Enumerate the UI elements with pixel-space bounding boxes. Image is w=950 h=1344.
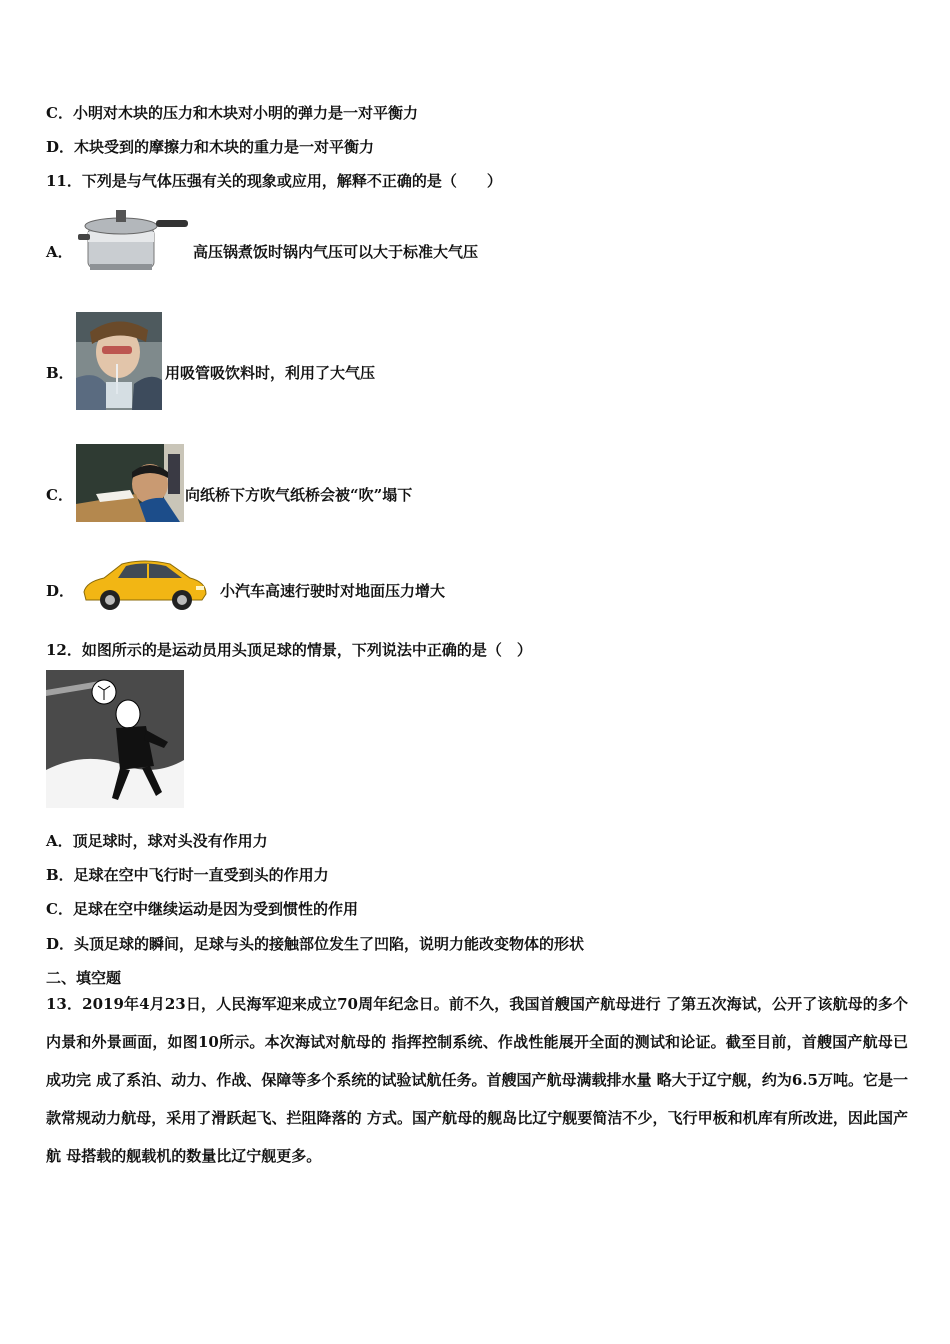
q10-option-d: D．木块受到的摩擦力和木块的重力是一对平衡力 bbox=[46, 138, 375, 156]
soccer-header-illustration bbox=[46, 670, 184, 808]
q11-option-c-text: 向纸桥下方吹气纸桥会被“吹”塌下 bbox=[185, 486, 413, 504]
q11-option-a-text: 高压锅煮饭时锅内气压可以大于标准大气压 bbox=[193, 243, 479, 261]
q12-stem: 12．如图所示的是运动员用头顶足球的情景，下列说法中正确的是（ ） bbox=[46, 641, 532, 659]
q12-option-d: D．头顶足球的瞬间，足球与头的接触部位发生了凹陷，说明力能改变物体的形状 bbox=[46, 935, 585, 953]
q12-option-b: B．足球在空中飞行时一直受到头的作用力 bbox=[46, 866, 329, 884]
q11-stem: 11．下列是与气体压强有关的现象或应用，解释不正确的是（ ） bbox=[46, 172, 502, 190]
q11-option-b-text: 用吸管吸饮料时，利用了大气压 bbox=[165, 364, 376, 382]
q11-option-d-text: 小汽车高速行驶时对地面压力增大 bbox=[220, 582, 446, 600]
drinking-straw-photo bbox=[76, 312, 162, 410]
section-heading: 二、填空题 bbox=[46, 969, 122, 987]
q11-option-a-letter: A． bbox=[46, 243, 73, 261]
q13-paragraph: 13．2019年4月23日，人民海军迎来成立70周年纪念日。前不久，我国首艘国产航母进行 了第五次海试，公开了该航母的多个内景和外景画面，如图10所示。本次海试对航母的 指挥控制系统、作战性能展开全面的测试和论证。截至目前，首艘国产航母已成功完 成了系泊、动力、作战、保障等多个系统的试验试航任务。首艘国产航母满载排水量 略大于辽宁舰，约为6.5万吨。它是一款常规动力航母，采用了滑跃起飞、拦阻降落的 方式。国产航母的舰岛比辽宁舰要简洁不少，飞行甲板和机库有所改进，因此国产航 母搭载的舰载机的数量比辽宁舰更多。 bbox=[46, 995, 908, 1165]
q12-option-c: C．足球在空中继续运动是因为受到惯性的作用 bbox=[46, 900, 358, 918]
paper-bridge-photo bbox=[76, 444, 184, 522]
yellow-car-image bbox=[78, 556, 210, 612]
q11-option-c-letter: C． bbox=[46, 486, 73, 504]
q11-option-b-letter: B． bbox=[46, 364, 74, 382]
q12-option-a: A．顶足球时，球对头没有作用力 bbox=[46, 832, 268, 850]
q10-option-c: C．小明对木块的压力和木块对小明的弹力是一对平衡力 bbox=[46, 104, 418, 122]
pressure-cooker-image bbox=[76, 204, 190, 274]
q11-option-d-letter: D． bbox=[46, 582, 75, 600]
